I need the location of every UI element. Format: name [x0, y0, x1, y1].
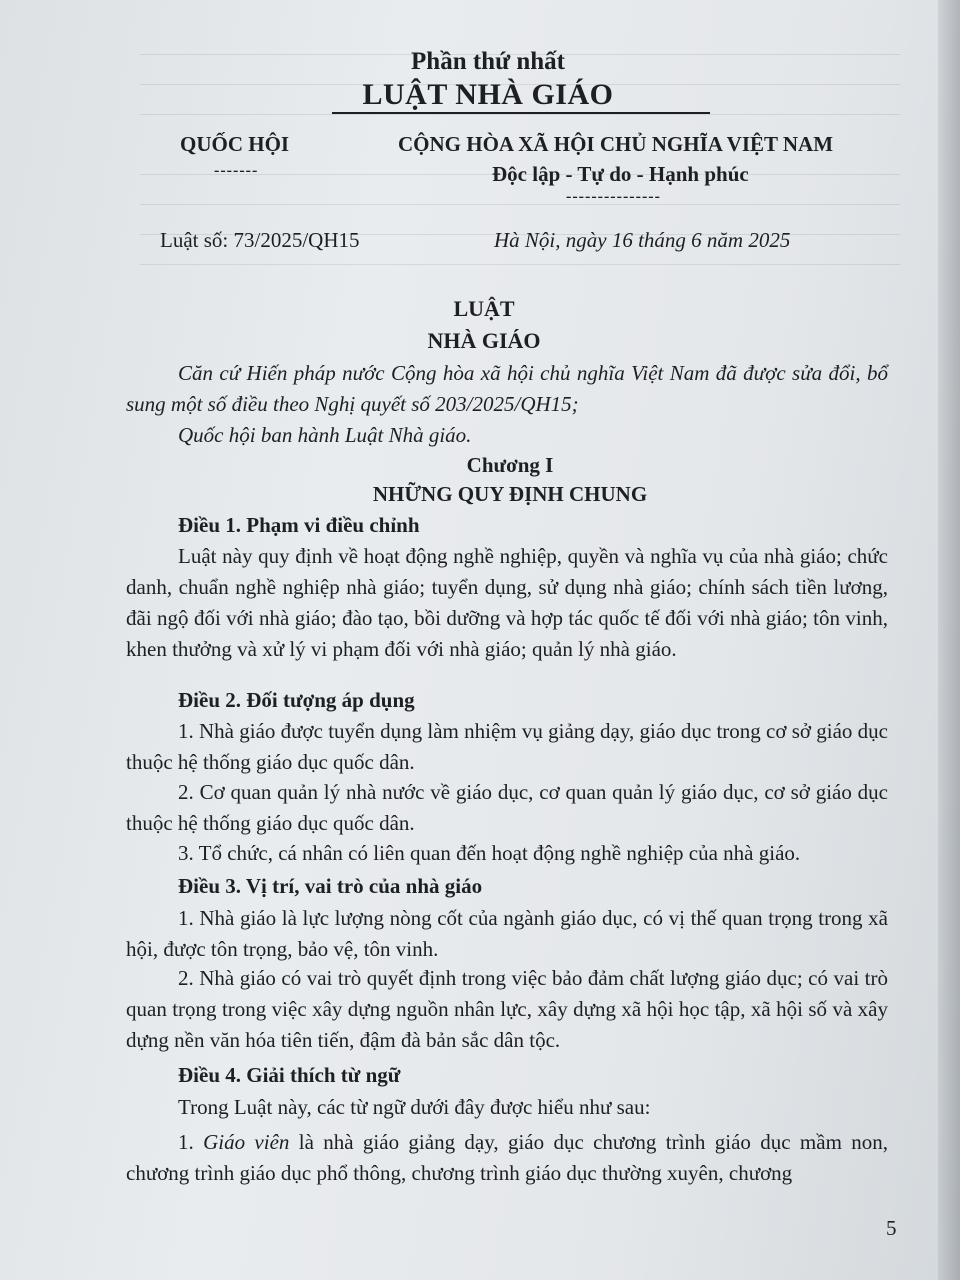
chapter-title: NHỮNG QUY ĐỊNH CHUNG [372, 482, 648, 506]
article-2-heading: Điều 2. Đối tượng áp dụng [178, 688, 415, 712]
article-4-intro: Trong Luật này, các từ ngữ dưới đây được hiểu như sau: [178, 1095, 651, 1119]
law-title-line2: NHÀ GIÁO [427, 328, 541, 353]
article-2-clause-1: 1. Nhà giáo được tuyển dụng làm nhiệm vụ giảng dạy, giáo dục trong cơ sở giáo dục thuộc hệ thống giáo dục quốc dân. [126, 719, 888, 774]
issuing-body-separator: ------- [214, 162, 259, 179]
national-title: CỘNG HÒA XÃ HỘI CHỦ NGHĨA VIỆT NAM [398, 132, 834, 156]
article-2-clause-2: 2. Cơ quan quản lý nhà nước về giáo dục, cơ quan quản lý giáo dục, cơ sở giáo dục thuộc hệ thống giáo dục quốc dân. [126, 780, 888, 835]
article-4-definition-1 [126, 1127, 888, 1189]
article-3-clause-1: 1. Nhà giáo là lực lượng nòng cốt của ngành giáo dục, có vị thế quan trọng trong xã hội, được tôn trọng, bảo vệ, tôn vinh. [126, 906, 888, 961]
definition-number: 1. [178, 1130, 204, 1154]
definition-term: Giáo viên [203, 1130, 290, 1154]
national-motto: Độc lập - Tự do - Hạnh phúc [492, 162, 749, 186]
article-3-heading: Điều 3. Vị trí, vai trò của nhà giáo [178, 874, 483, 898]
law-title-line1: LUẬT [453, 296, 515, 321]
definition-text: là nhà giáo giảng dạy, giáo dục chương trình giáo dục mầm non, chương trình giáo dục phổ thông, chương trình giáo dục thường xuyên, chương [126, 1130, 889, 1185]
preamble-enactment: Quốc hội ban hành Luật Nhà giáo. [178, 423, 472, 447]
chapter-number: Chương I [466, 453, 554, 477]
article-1-heading: Điều 1. Phạm vi điều chỉnh [178, 513, 420, 537]
part-title-underline [332, 112, 710, 114]
article-4-heading: Điều 4. Giải thích từ ngữ [178, 1063, 401, 1087]
part-label: Phần thứ nhất [411, 48, 565, 75]
article-3-clause-2: 2. Nhà giáo có vai trò quyết định trong việc bảo đảm chất lượng giáo dục; có vai trò quan trọng trong việc xây dựng nguồn nhân lực, xây dựng xã hội học tập, xã hội số và xây dựng nền văn hóa tiên tiến, đậm đà bản sắc dân tộc. [126, 966, 888, 1052]
page-number: 5 [886, 1216, 897, 1240]
place-and-date: Hà Nội, ngày 16 tháng 6 năm 2025 [494, 228, 791, 252]
part-title: LUẬT NHÀ GIÁO [362, 78, 614, 111]
page-edge-shadow [938, 0, 960, 1280]
preamble-basis: Căn cứ Hiến pháp nước Cộng hòa xã hội chủ nghĩa Việt Nam đã được sửa đổi, bổ sung một số điều theo Nghị quyết số 203/2025/QH15; [126, 361, 888, 416]
law-number: Luật số: 73/2025/QH15 [160, 228, 360, 252]
motto-separator: --------------- [566, 188, 661, 205]
issuing-body: QUỐC HỘI [180, 132, 290, 156]
article-1-paragraph: Luật này quy định về hoạt động nghề nghiệp, quyền và nghĩa vụ của nhà giáo; chức danh, chuẩn nghề nghiệp nhà giáo; tuyển dụng, sử dụng nhà giáo; chính sách tiền lương, đãi ngộ đối với nhà giáo; đào tạo, bồi dưỡng và hợp tác quốc tế đối với nhà giáo; tôn vinh, khen thưởng và xử lý vi phạm đối với nhà giáo; quản lý nhà giáo. [126, 544, 888, 661]
article-2-clause-3: 3. Tổ chức, cá nhân có liên quan đến hoạt động nghề nghiệp của nhà giáo. [178, 841, 801, 865]
